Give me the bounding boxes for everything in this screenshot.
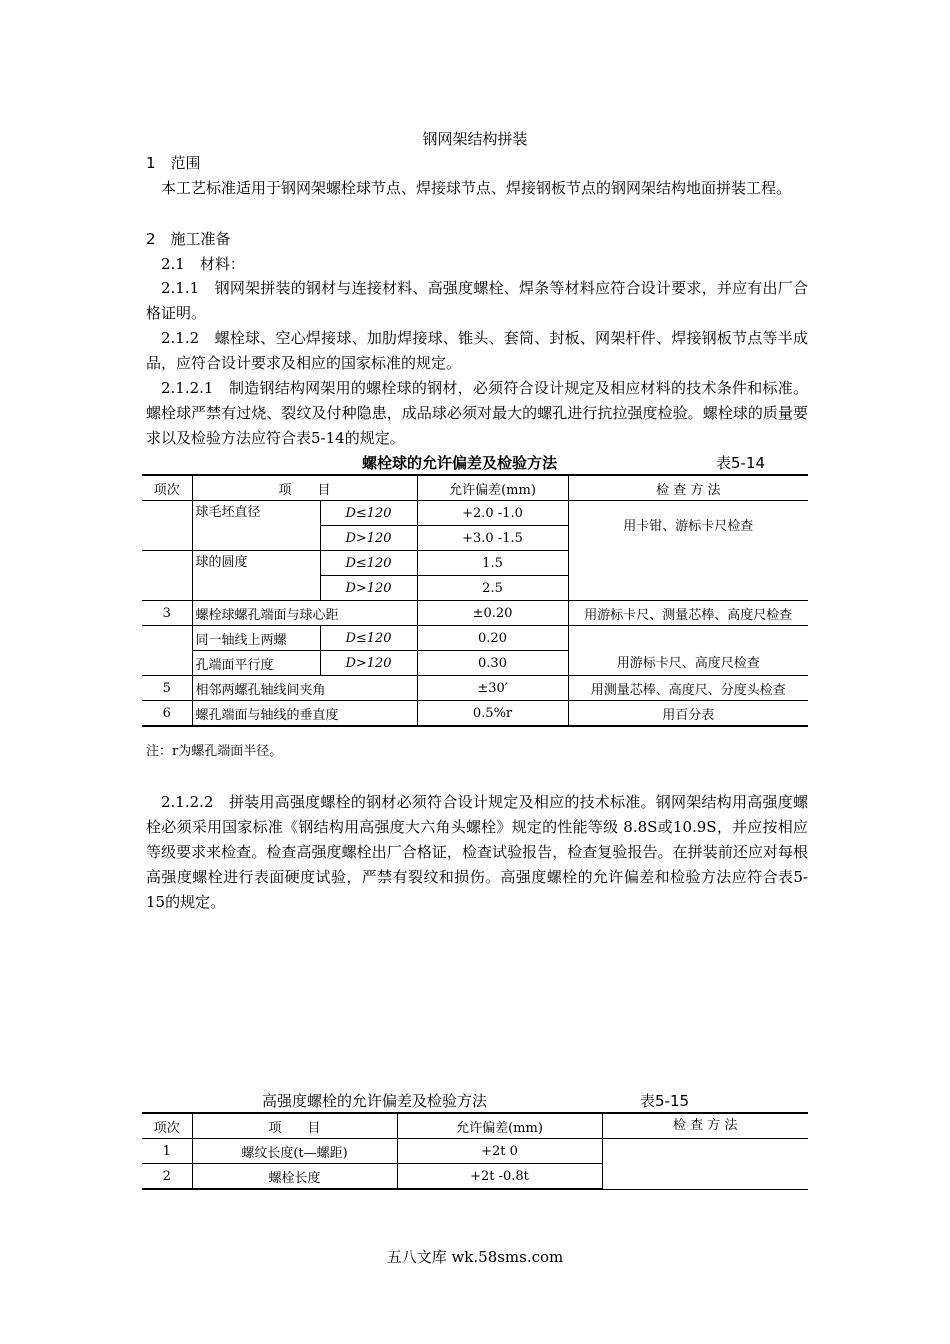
table-row [142,676,808,701]
row-no-empty [142,626,192,676]
table-5-14-note: 注：r为螺孔端面半径。 [146,744,283,759]
table-5-14 [142,474,808,727]
header-tolerance: 允许偏差(mm) [417,475,568,501]
section-2-1-1 [146,276,808,326]
row-method: 用游标卡尺、高度尺检查 [568,626,808,676]
row-condition: D>120 [320,576,417,601]
table-row [142,701,808,727]
section-2-1-2-1-content: 2.1.2.1 制造钢结构网架用的螺栓球的钢材，必须符合设计规定及相应材料的技术条件和标准。螺栓球严禁有过烧、裂纹及付种隐患，成品球必须对最大的螺孔进行抗拉强度检验。螺栓球的质量要求以及检验方法应符合表5-14的规定。 [146,379,808,447]
section-1-heading: 1 范围 [146,154,201,172]
row-item: 螺栓长度 [192,1164,397,1190]
row-tolerance: +2t -0.8t [397,1164,602,1190]
row-tolerance: 1.5 [417,551,568,576]
table-5-15-number: 表5-15 [640,1092,690,1110]
section-2-1-1-content: 2.1.1 钢网架拼装的钢材与连接材料、高强度螺栓、焊条等材料应符合设计要求，并应有出厂合格证明。 [146,279,808,322]
header-item: 项 目 [192,1113,397,1139]
table-row [142,626,808,651]
row-condition: D≤120 [320,501,417,526]
section-2-1-2-content: 2.1.2 螺栓球、空心焊接球、加肋焊接球、锥头、套筒、封板、网架杆件、焊接钢板节点等半成品，应符合设计要求及相应的国家标准的规定。 [146,329,808,372]
row-item-line-2: 孔端面平行度 [192,651,320,676]
row-no-empty [142,551,192,601]
page-footer: 五八文库 wk.58sms.com [386,1248,564,1266]
row-method: 用测量芯棒、高度尺、分度头检查 [568,676,808,701]
row-no-empty [142,501,192,551]
header-method: 检 查 方 法 [568,475,808,501]
row-item: 球毛坯直径 [192,501,320,551]
section-2-1-2-2-content: 2.1.2.2 拼装用高强度螺栓的钢材必须符合设计规定及相应的技术标准。钢网架结构用高强度螺栓必须采用国家标准《钢结构用高强度大六角头螺栓》规定的性能等级 8.8S或10.9S，并应按相应等级要求来检查。检查高强度螺栓出厂合格证，检查试验报告，检查复验报告。在拼装前还应对每根高强度螺栓进行表面硬度试验，严禁有裂纹和损伤。高强度螺栓的允许偏差和检验方法应符合表5-15的规定。 [146,793,808,911]
table-header-row [142,1113,808,1139]
row-item: 螺孔端面与轴线的垂直度 [192,701,417,727]
row-method: 用百分表 [568,701,808,727]
document-title: 钢网架结构拼装 [422,130,528,148]
row-condition: D≤120 [320,551,417,576]
table-header-row [142,475,808,501]
row-condition: D>120 [320,526,417,551]
table-row [142,501,808,526]
section-2-1 [146,252,808,277]
table-5-15-caption: 高强度螺栓的允许偏差及检验方法 [262,1092,488,1110]
row-method: 用游标卡尺、测量芯棒、高度尺检查 [568,601,808,626]
row-tolerance: +2.0 -1.0 [417,501,568,526]
row-no: 3 [142,601,192,626]
row-tolerance: +2t 0 [397,1139,602,1164]
row-tolerance: 2.5 [417,576,568,601]
table-5-15 [142,1112,808,1190]
section-1-text-content: 本工艺标准适用于钢网架螺栓球节点、焊接球节点、焊接钢板节点的钢网架结构地面拼装工程。 [161,179,792,197]
row-tolerance: 0.20 [417,626,568,651]
section-2-1-2 [146,326,808,376]
row-tolerance: 0.5%r [417,701,568,727]
row-item: 螺纹长度(t—螺距) [192,1139,397,1164]
row-item: 相邻两螺孔轴线间夹角 [192,676,417,701]
row-method: 用卡钳、游标卡尺检查 [568,501,808,601]
row-tolerance: +3.0 -1.5 [417,526,568,551]
row-condition: D≤120 [320,626,417,651]
header-no: 项次 [142,475,192,501]
row-no: 1 [142,1139,192,1164]
row-no: 6 [142,701,192,727]
table-5-14-number: 表5-14 [716,454,766,472]
row-no: 5 [142,676,192,701]
row-tolerance: ±0.20 [417,601,568,626]
section-2-1-content: 2.1 材料： [161,255,245,273]
row-method-empty [602,1139,808,1190]
header-no: 项次 [142,1113,192,1139]
table-row [142,601,808,626]
section-1-text [146,176,808,201]
section-2-heading: 2 施工准备 [146,230,231,248]
row-item-line-1: 同一轴线上两螺 [192,626,320,651]
row-no: 2 [142,1164,192,1190]
header-method: 检 查 方 法 [602,1113,808,1139]
row-tolerance: 0.30 [417,651,568,676]
row-item: 螺栓球螺孔端面与球心距 [192,601,417,626]
row-tolerance: ±30′ [417,676,568,701]
section-2-1-2-1 [146,376,808,451]
table-5-14-caption: 螺栓球的允许偏差及检验方法 [362,454,558,472]
row-item: 球的圆度 [192,551,320,601]
header-item: 项 目 [192,475,417,501]
row-condition: D>120 [320,651,417,676]
section-2-1-2-2 [146,790,808,915]
table-row [142,1139,808,1164]
header-tolerance: 允许偏差(mm) [397,1113,602,1139]
